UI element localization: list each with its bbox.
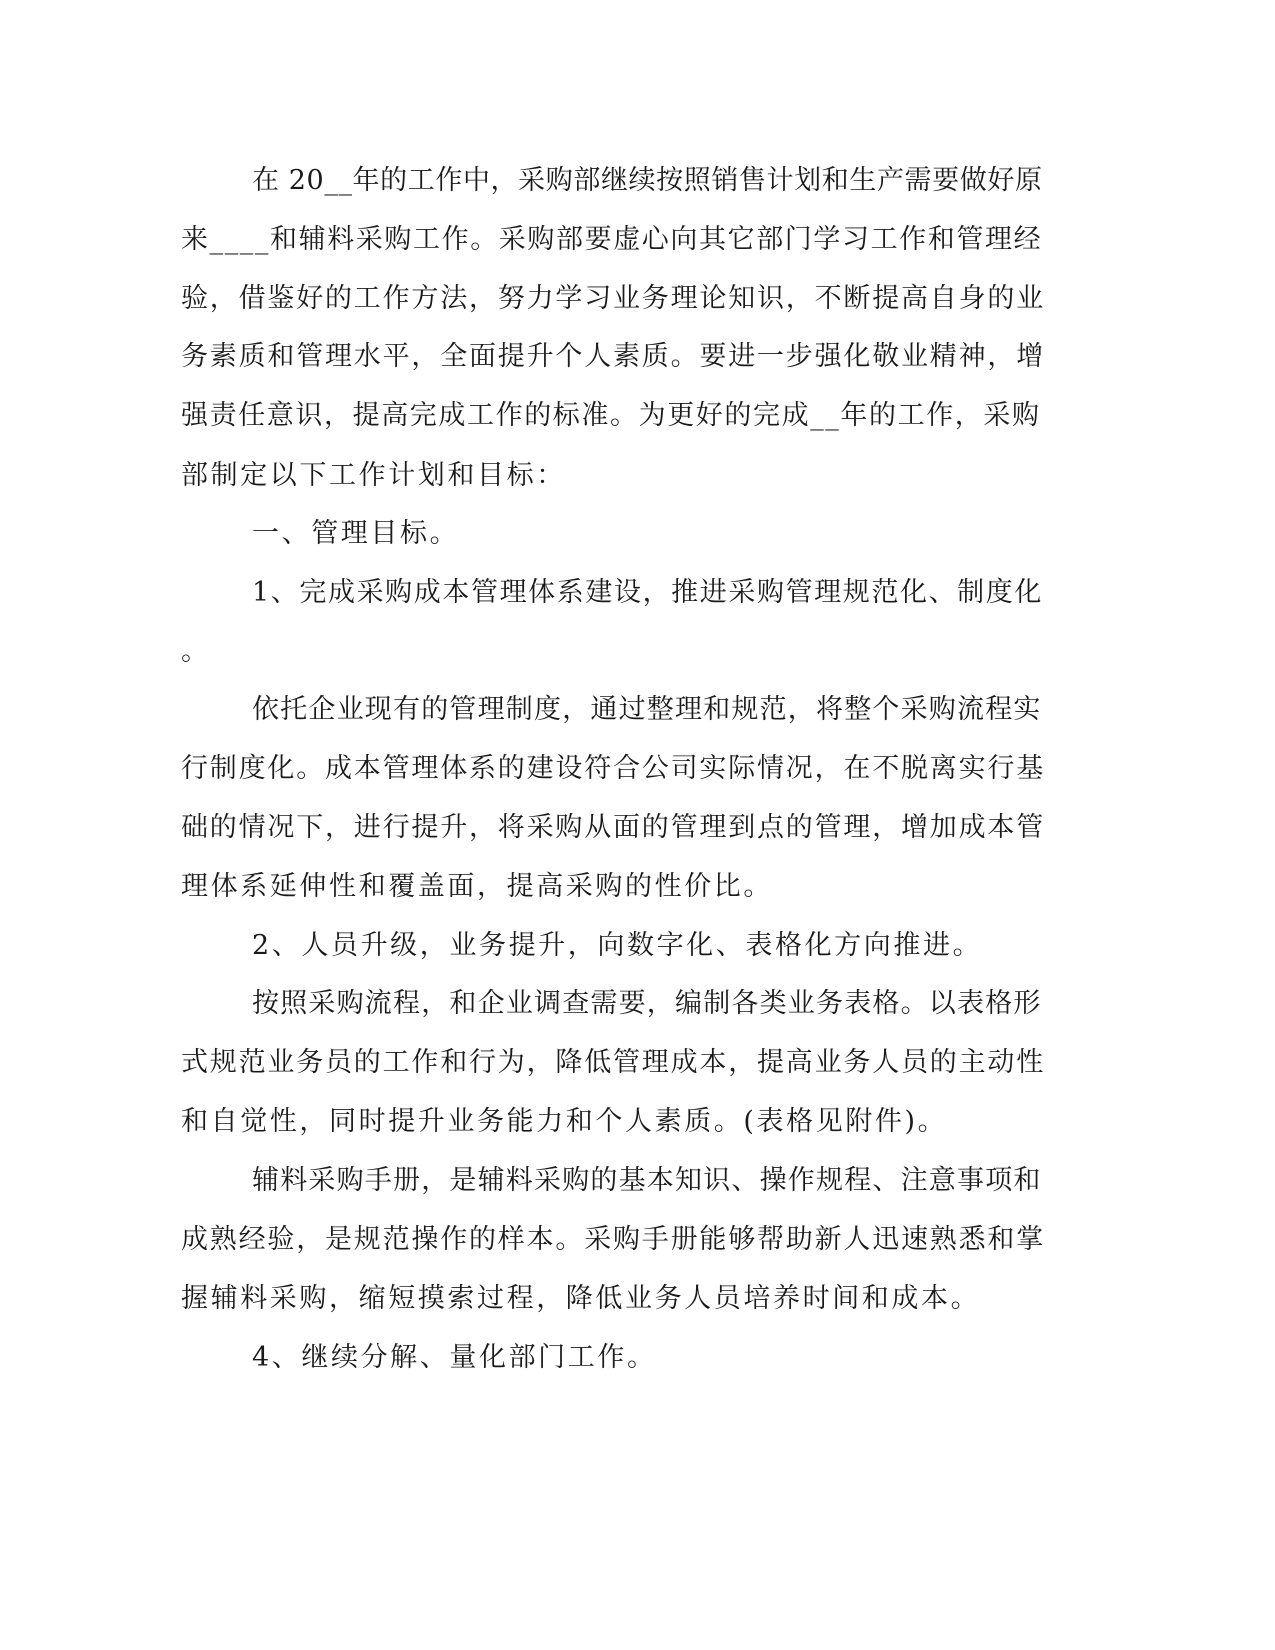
text-line-1: 在 20__年的工作中，采购部继续按照销售计划和生产需要做好原: [252, 165, 1043, 196]
text-line-6: 部制定以下工作计划和目标：: [181, 460, 566, 491]
text-line-9: 。: [181, 636, 211, 667]
text-line-16: 式规范业务员的工作和行为，降低管理成本，提高业务人员的主动性: [181, 1047, 1045, 1078]
text-line-11: 行制度化。成本管理体系的建设符合公司实际情况，在不脱离实行基: [181, 753, 1045, 784]
text-line-17: 和自觉性，同时提升业务能力和个人素质。(表格见附件)。: [181, 1106, 948, 1137]
item-heading-4: 4、继续分解、量化部门工作。: [252, 1342, 657, 1373]
section-heading-1: 一、管理目标。: [252, 518, 460, 549]
text-line-18: 辅料采购手册，是辅料采购的基本知识、操作规程、注意事项和: [252, 1165, 1042, 1196]
text-line-13: 理体系延伸性和覆盖面，提高采购的性价比。: [181, 871, 773, 902]
text-line-20: 握辅料采购，缩短摸索过程，降低业务人员培养时间和成本。: [181, 1283, 981, 1314]
text-line-19: 成熟经验，是规范操作的样本。采购手册能够帮助新人迅速熟悉和掌: [181, 1224, 1045, 1255]
text-line-15: 按照采购流程，和企业调查需要，编制各类业务表格。以表格形: [252, 988, 1042, 1019]
text-line-2: 来____和辅料采购工作。采购部要虚心向其它部门学习工作和管理经: [181, 224, 1043, 255]
item-heading-2: 2、人员升级，业务提升，向数字化、表格化方向推进。: [252, 930, 983, 961]
text-line-5: 强责任意识，提高完成工作的标准。为更好的完成__年的工作，采购: [181, 400, 1041, 431]
text-line-12: 础的情况下，进行提升，将采购从面的管理到点的管理，增加成本管: [181, 812, 1045, 843]
item-heading-1: 1、完成采购成本管理体系建设，推进采购管理规范化、制度化: [252, 577, 1043, 608]
text-line-4: 务素质和管理水平，全面提升个人素质。要进一步强化敬业精神，增: [181, 341, 1045, 372]
text-line-10: 依托企业现有的管理制度，通过整理和规范，将整个采购流程实: [252, 694, 1042, 725]
text-line-3: 验，借鉴好的工作方法，努力学习业务理论知识，不断提高自身的业: [181, 283, 1045, 314]
